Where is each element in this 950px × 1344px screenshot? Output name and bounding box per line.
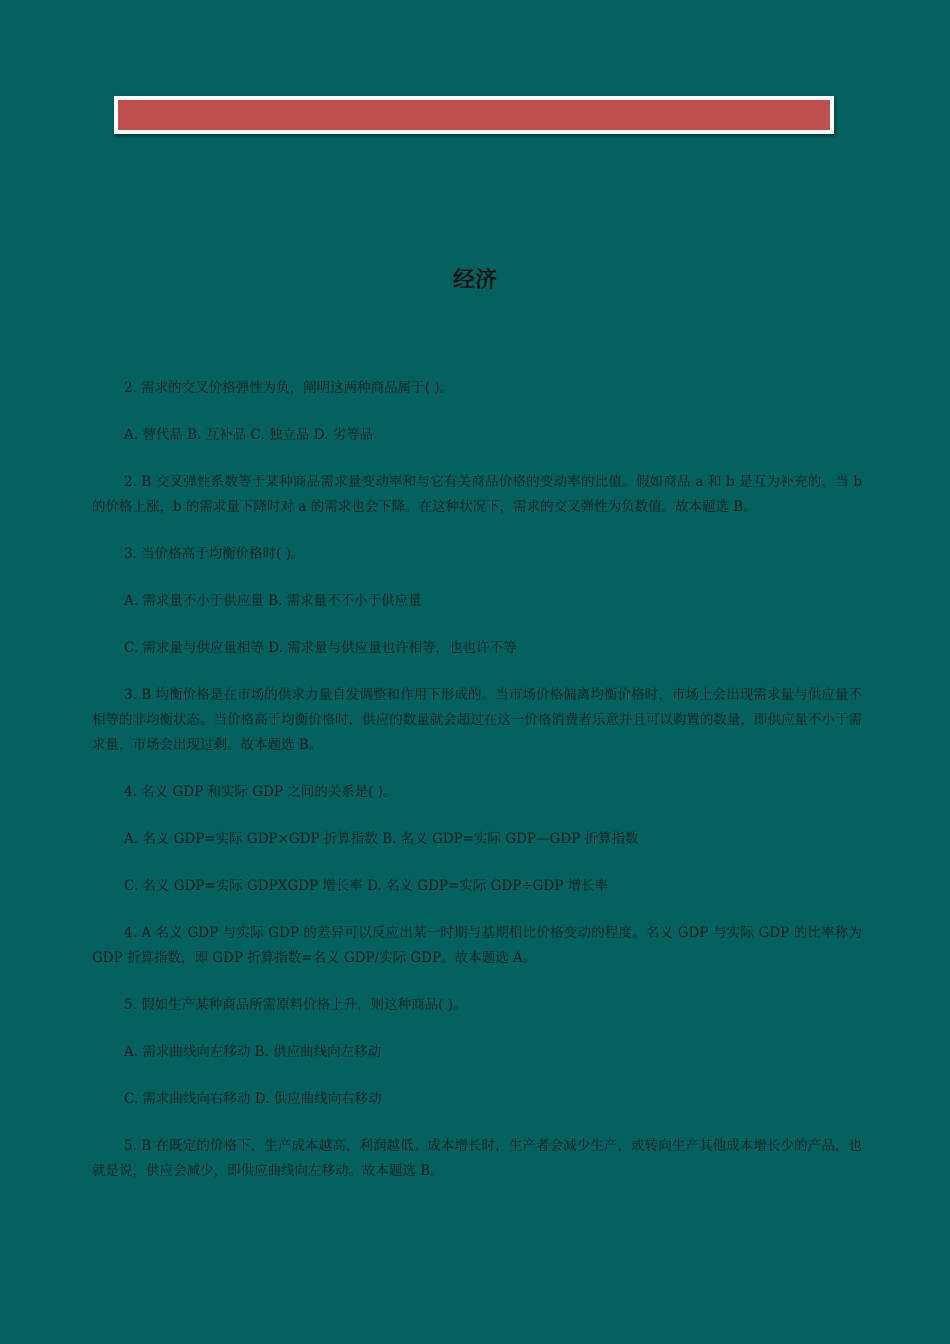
question-3: 3. 当价格高于均衡价格时( )。 (124, 546, 305, 562)
answer-3: 3. B 均衡价格是在市场的供求力量自发调整和作用下形成的。当市场价格偏离均衡价格时，市场上会出现需求量与供应量不相等的非均衡状态。当价格高于均衡价格时，供应的数量就会超过在这一价格消费者乐意并且可以购置的数量，即供应量不小于需求量，市场会出现过剩。故本题选 B。 (92, 687, 862, 753)
document-body (92, 376, 862, 1206)
question-2-options: A. 替代品 B. 互补品 C. 独立品 D. 劣等品 (124, 427, 374, 443)
question-5-options-ab: A. 需求曲线向左移动 B. 供应曲线向左移动 (124, 1044, 382, 1060)
question-3-options-ab: A. 需求量不小于供应量 B. 需求量不不小于供应量 (124, 593, 422, 609)
question-4-options-ab: A. 名义 GDP=实际 GDP×GDP 折算指数 B. 名义 GDP=实际 GDP—GDP 折算指数 (124, 831, 639, 847)
question-3-options-cd: C. 需求量与供应量相等 D. 需求量与供应量也许相等，也也许不等 (124, 640, 517, 656)
question-2: 2. 需求的交叉价格弹性为负，阐明这两种商品属于( )。 (124, 380, 453, 396)
document-title: 经济 (452, 268, 497, 293)
question-4-options-cd: C. 名义 GDP=实际 GDPXGDP 增长率 D. 名义 GDP=实际 GDP÷GDP 增长率 (124, 878, 609, 894)
answer-2: 2. B 交叉弹性系数等于某种商品需求量变动率和与它有关商品价格的变动率的比值。假如商品 a 和 b 是互为补充的，当 b 的价格上涨，b 的需求量下降时对 a 的需求也会下降。在这种状况下，需求的交叉弹性为负数值。故本题选 B。 (92, 474, 862, 515)
question-5-options-cd: C. 需求曲线向右移动 D. 供应曲线向右移动 (124, 1091, 382, 1107)
answer-5: 5. B 在既定的价格下，生产成本越高，利润越低。成本增长时，生产者会减少生产，或转向生产其他成本增长少的产品，也就是说，供应会减少，即供应曲线向左移动。故本题选 B。 (92, 1138, 862, 1179)
header-banner (114, 96, 834, 134)
question-4: 4. 名义 GDP 和实际 GDP 之间的关系是( )。 (124, 784, 397, 800)
question-5: 5. 假如生产某种商品所需原料价格上升，则这种商品( )。 (124, 997, 467, 1013)
answer-4: 4. A 名义 GDP 与实际 GDP 的差异可以反应出某一时期与基期相比价格变动的程度。名义 GDP 与实际 GDP 的比率称为 GDP 折算指数，即 GDP 折算指数=名义 GDP/实际 GDP。故本题选 A。 (92, 925, 862, 966)
